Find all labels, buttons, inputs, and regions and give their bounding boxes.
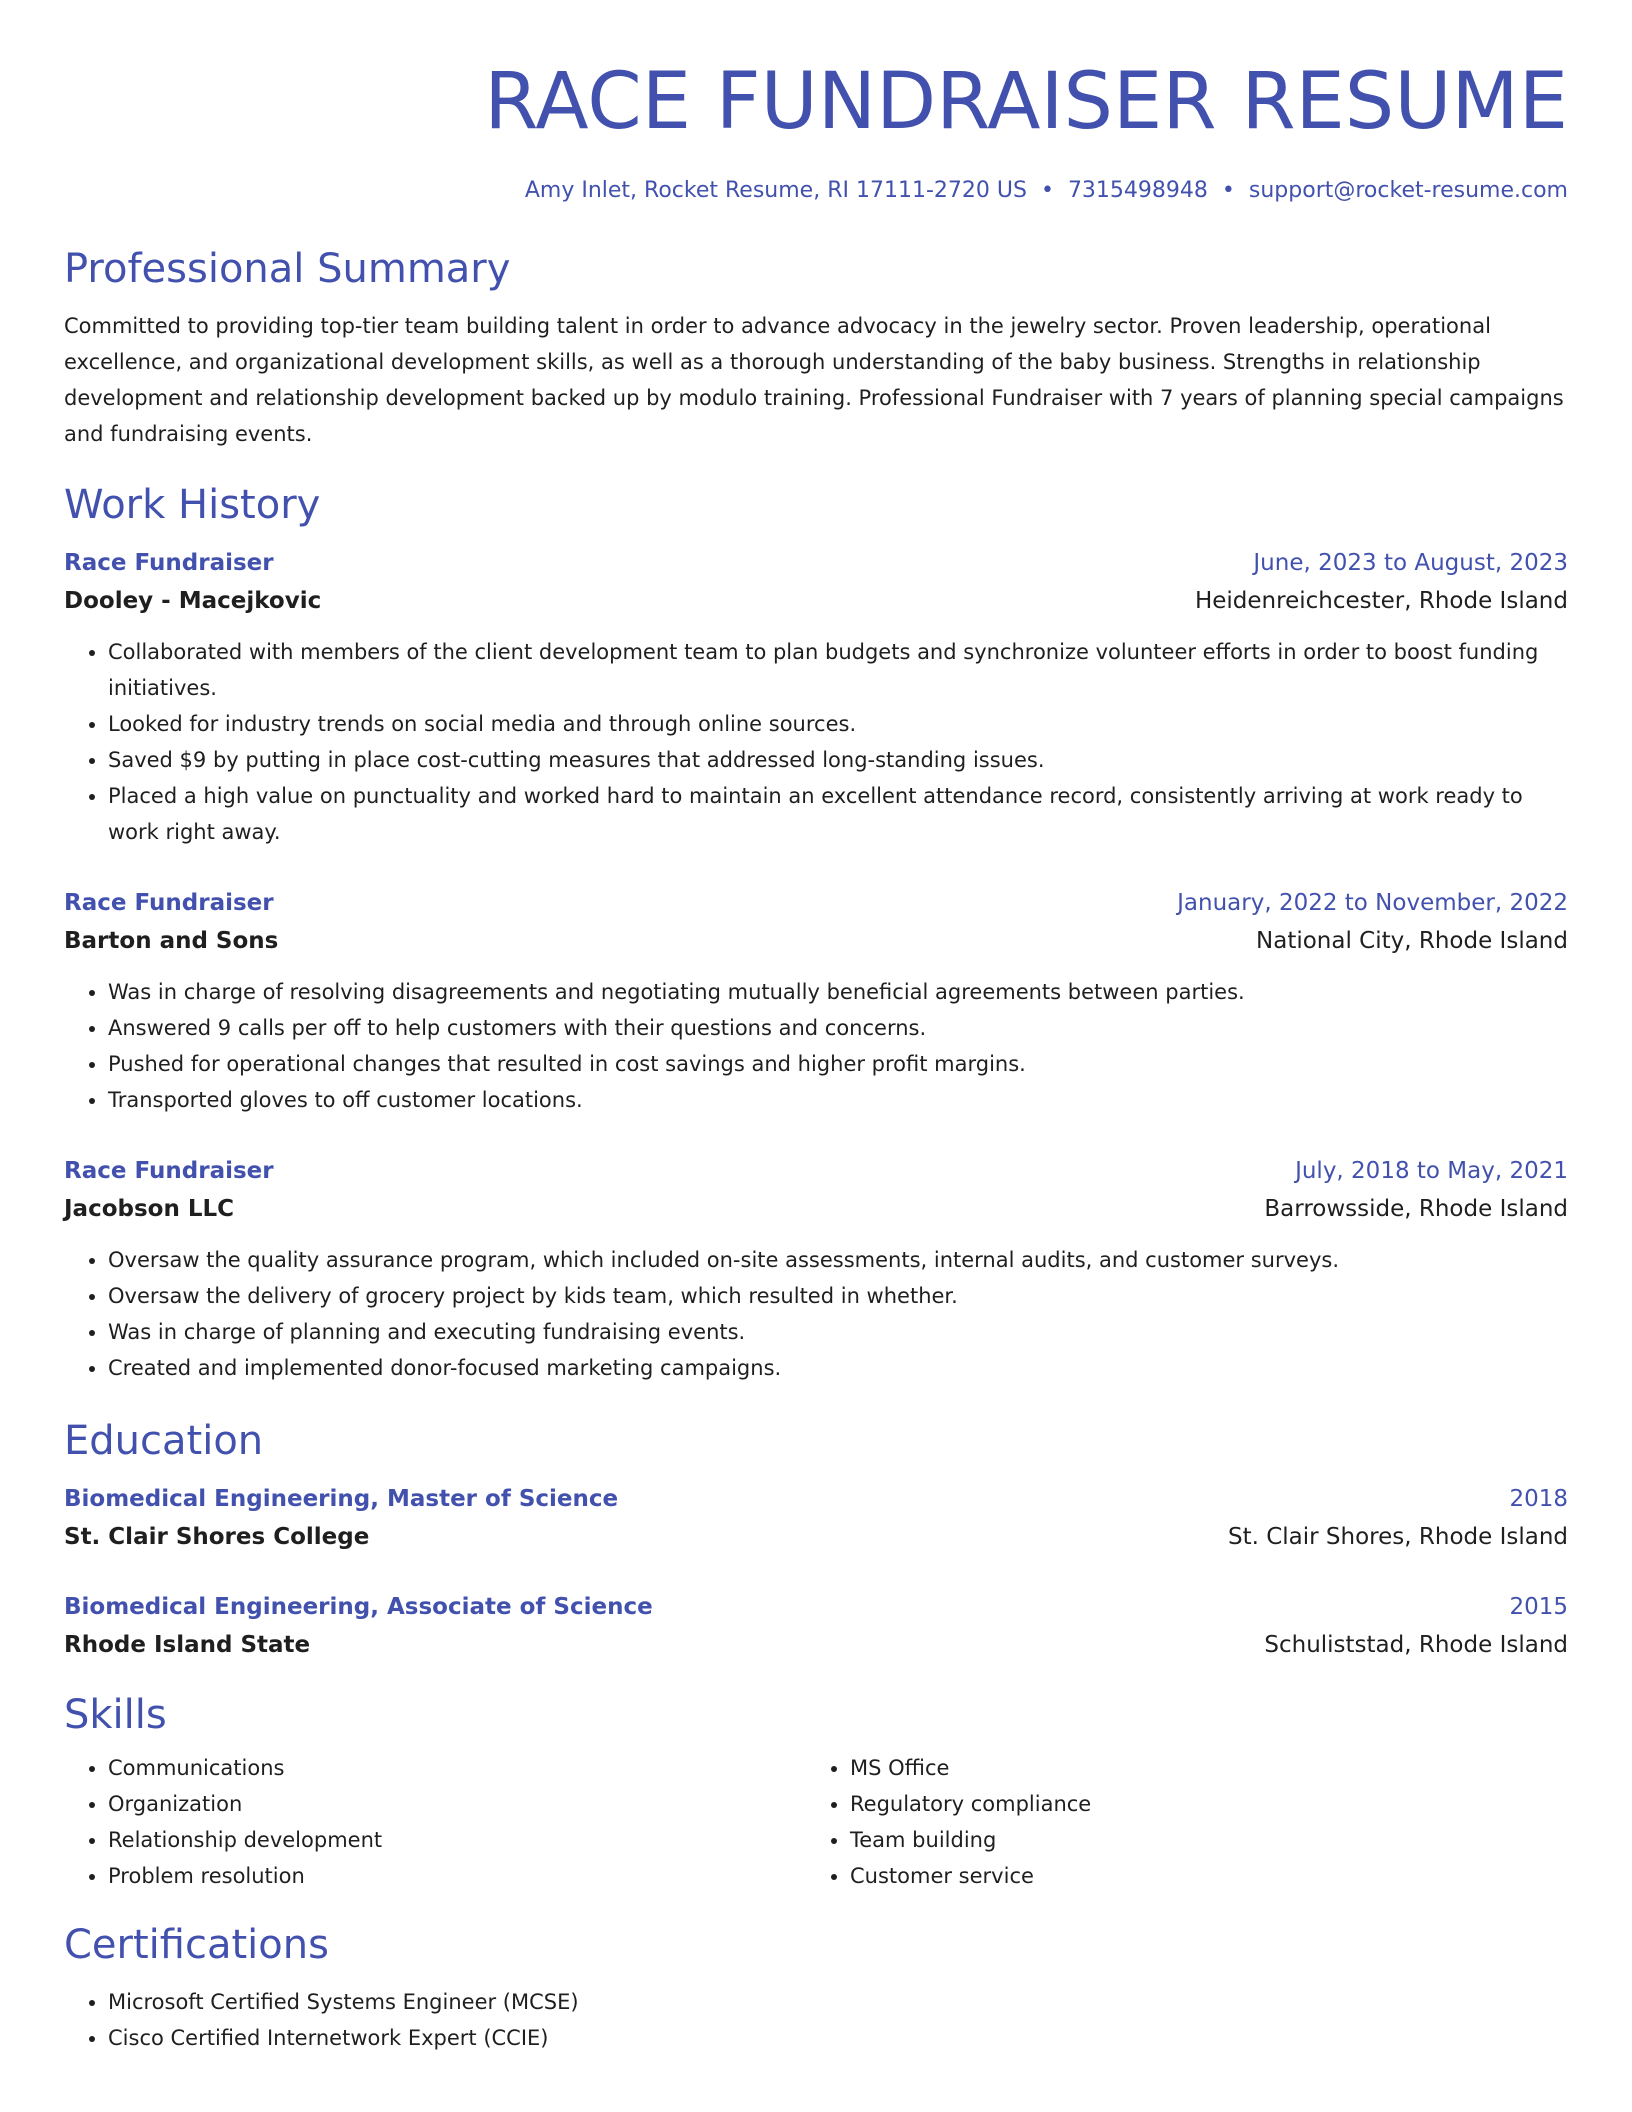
education-degree: Biomedical Engineering, Master of Science	[64, 1486, 619, 1512]
skill-item: • Team building	[850, 1822, 1548, 1858]
skill-item: • Communications	[108, 1750, 806, 1786]
education-location: Schuliststad, Rhode Island	[1264, 1632, 1568, 1658]
job-role: Race Fundraiser	[64, 890, 274, 916]
education-school: St. Clair Shores College	[64, 1524, 370, 1550]
job-bullet: • Was in charge of resolving disagreements and negotiating mutually beneficial agreements between parties.	[108, 974, 1568, 1010]
education-year: 2018	[1509, 1486, 1568, 1512]
skill-item: • Customer service	[850, 1858, 1548, 1894]
job-bullet: • Oversaw the delivery of grocery project by kids team, which resulted in whether.	[108, 1278, 1568, 1314]
skills-list	[806, 1750, 1548, 1894]
skills-column-right	[806, 1750, 1548, 1894]
job-bullet: • Collaborated with members of the client development team to plan budgets and synchronize volunteer efforts in order to boost funding initiatives.	[108, 634, 1568, 706]
contact-line	[64, 176, 1568, 206]
skill-item: • Relationship development	[108, 1822, 806, 1858]
job-bullets	[64, 634, 1568, 850]
skill-item: • Regulatory compliance	[850, 1786, 1548, 1822]
skill-item: • Problem resolution	[108, 1858, 806, 1894]
contact-phone: 7315498948	[1067, 178, 1208, 203]
job-location: Heidenreichcester, Rhode Island	[1194, 588, 1568, 614]
job-dates: July, 2018 to May, 2021	[1295, 1158, 1568, 1184]
education-year: 2015	[1509, 1594, 1568, 1620]
skills-grid	[64, 1750, 1568, 1894]
job-entry	[64, 544, 1568, 850]
job-bullets	[64, 974, 1568, 1118]
job-role: Race Fundraiser	[64, 1158, 274, 1184]
job-bullet: • Answered 9 calls per off to help customers with their questions and concerns.	[108, 1010, 1568, 1046]
education-location: St. Clair Shores, Rhode Island	[1227, 1524, 1568, 1550]
job-bullet: • Transported gloves to off customer locations.	[108, 1082, 1568, 1118]
section-title-work-history: Work History	[64, 482, 321, 528]
job-bullet: • Oversaw the quality assurance program, which included on-site assessments, internal audits, and customer surveys.	[108, 1242, 1568, 1278]
resume-page	[64, 0, 1568, 2056]
certifications-list	[64, 1984, 1568, 2056]
job-bullet: • Created and implemented donor-focused marketing campaigns.	[108, 1350, 1568, 1386]
summary-text: Committed to providing top-tier team building talent in order to advance advocacy in the jewelry sector. Proven leadership, operational excellence, and organizational development skills, as well as a thorough understanding of the baby business. Strengths in relationship development and relationship development backed up by modulo training. Professional Fundraiser with 7 years of planning special campaigns and fundraising events.	[64, 314, 1564, 446]
job-company: Dooley - Macejkovic	[64, 588, 322, 614]
contact-separator: •	[1040, 178, 1054, 203]
job-dates: June, 2023 to August, 2023	[1253, 550, 1568, 576]
job-bullet: • Saved $9 by putting in place cost-cutting measures that addressed long-standing issues.	[108, 742, 1568, 778]
section-title-skills: Skills	[64, 1692, 167, 1738]
job-bullets	[64, 1242, 1568, 1386]
education-degree: Biomedical Engineering, Associate of Science	[64, 1594, 653, 1620]
job-location: Barrowsside, Rhode Island	[1264, 1196, 1568, 1222]
contact-address: Amy Inlet, Rocket Resume, RI 17111-2720 US	[524, 178, 1027, 203]
job-bullet: • Pushed for operational changes that resulted in cost savings and higher profit margins.	[108, 1046, 1568, 1082]
skills-column-left	[64, 1750, 806, 1894]
section-title-certifications: Certifications	[64, 1922, 329, 1968]
certification-item: • Microsoft Certified Systems Engineer (MCSE)	[108, 1984, 1568, 2020]
resume-title: RACE FUNDRAISER RESUME	[484, 57, 1568, 147]
job-bullet: • Was in charge of planning and executing fundraising events.	[108, 1314, 1568, 1350]
job-company: Barton and Sons	[64, 928, 279, 954]
skill-item: • Organization	[108, 1786, 806, 1822]
contact-email[interactable]: support@rocket-resume.com	[1248, 178, 1568, 203]
job-entry	[64, 1152, 1568, 1386]
skills-list	[64, 1750, 806, 1894]
section-title-summary: Professional Summary	[64, 246, 511, 292]
job-company: Jacobson LLC	[64, 1196, 235, 1222]
job-entry	[64, 884, 1568, 1118]
resume-header	[64, 0, 1568, 206]
education-entry	[64, 1480, 1568, 1556]
education-entry	[64, 1588, 1568, 1664]
education-school: Rhode Island State	[64, 1632, 311, 1658]
job-role: Race Fundraiser	[64, 550, 274, 576]
job-bullet: • Placed a high value on punctuality and worked hard to maintain an excellent attendance record, consistently arriving at work ready to work right away.	[108, 778, 1568, 850]
section-title-education: Education	[64, 1418, 264, 1464]
job-bullet: • Looked for industry trends on social media and through online sources.	[108, 706, 1568, 742]
certification-item: • Cisco Certified Internetwork Expert (CCIE)	[108, 2020, 1568, 2056]
contact-separator: •	[1221, 178, 1235, 203]
job-dates: January, 2022 to November, 2022	[1177, 890, 1568, 916]
skill-item: • MS Office	[850, 1750, 1548, 1786]
job-location: National City, Rhode Island	[1256, 928, 1568, 954]
